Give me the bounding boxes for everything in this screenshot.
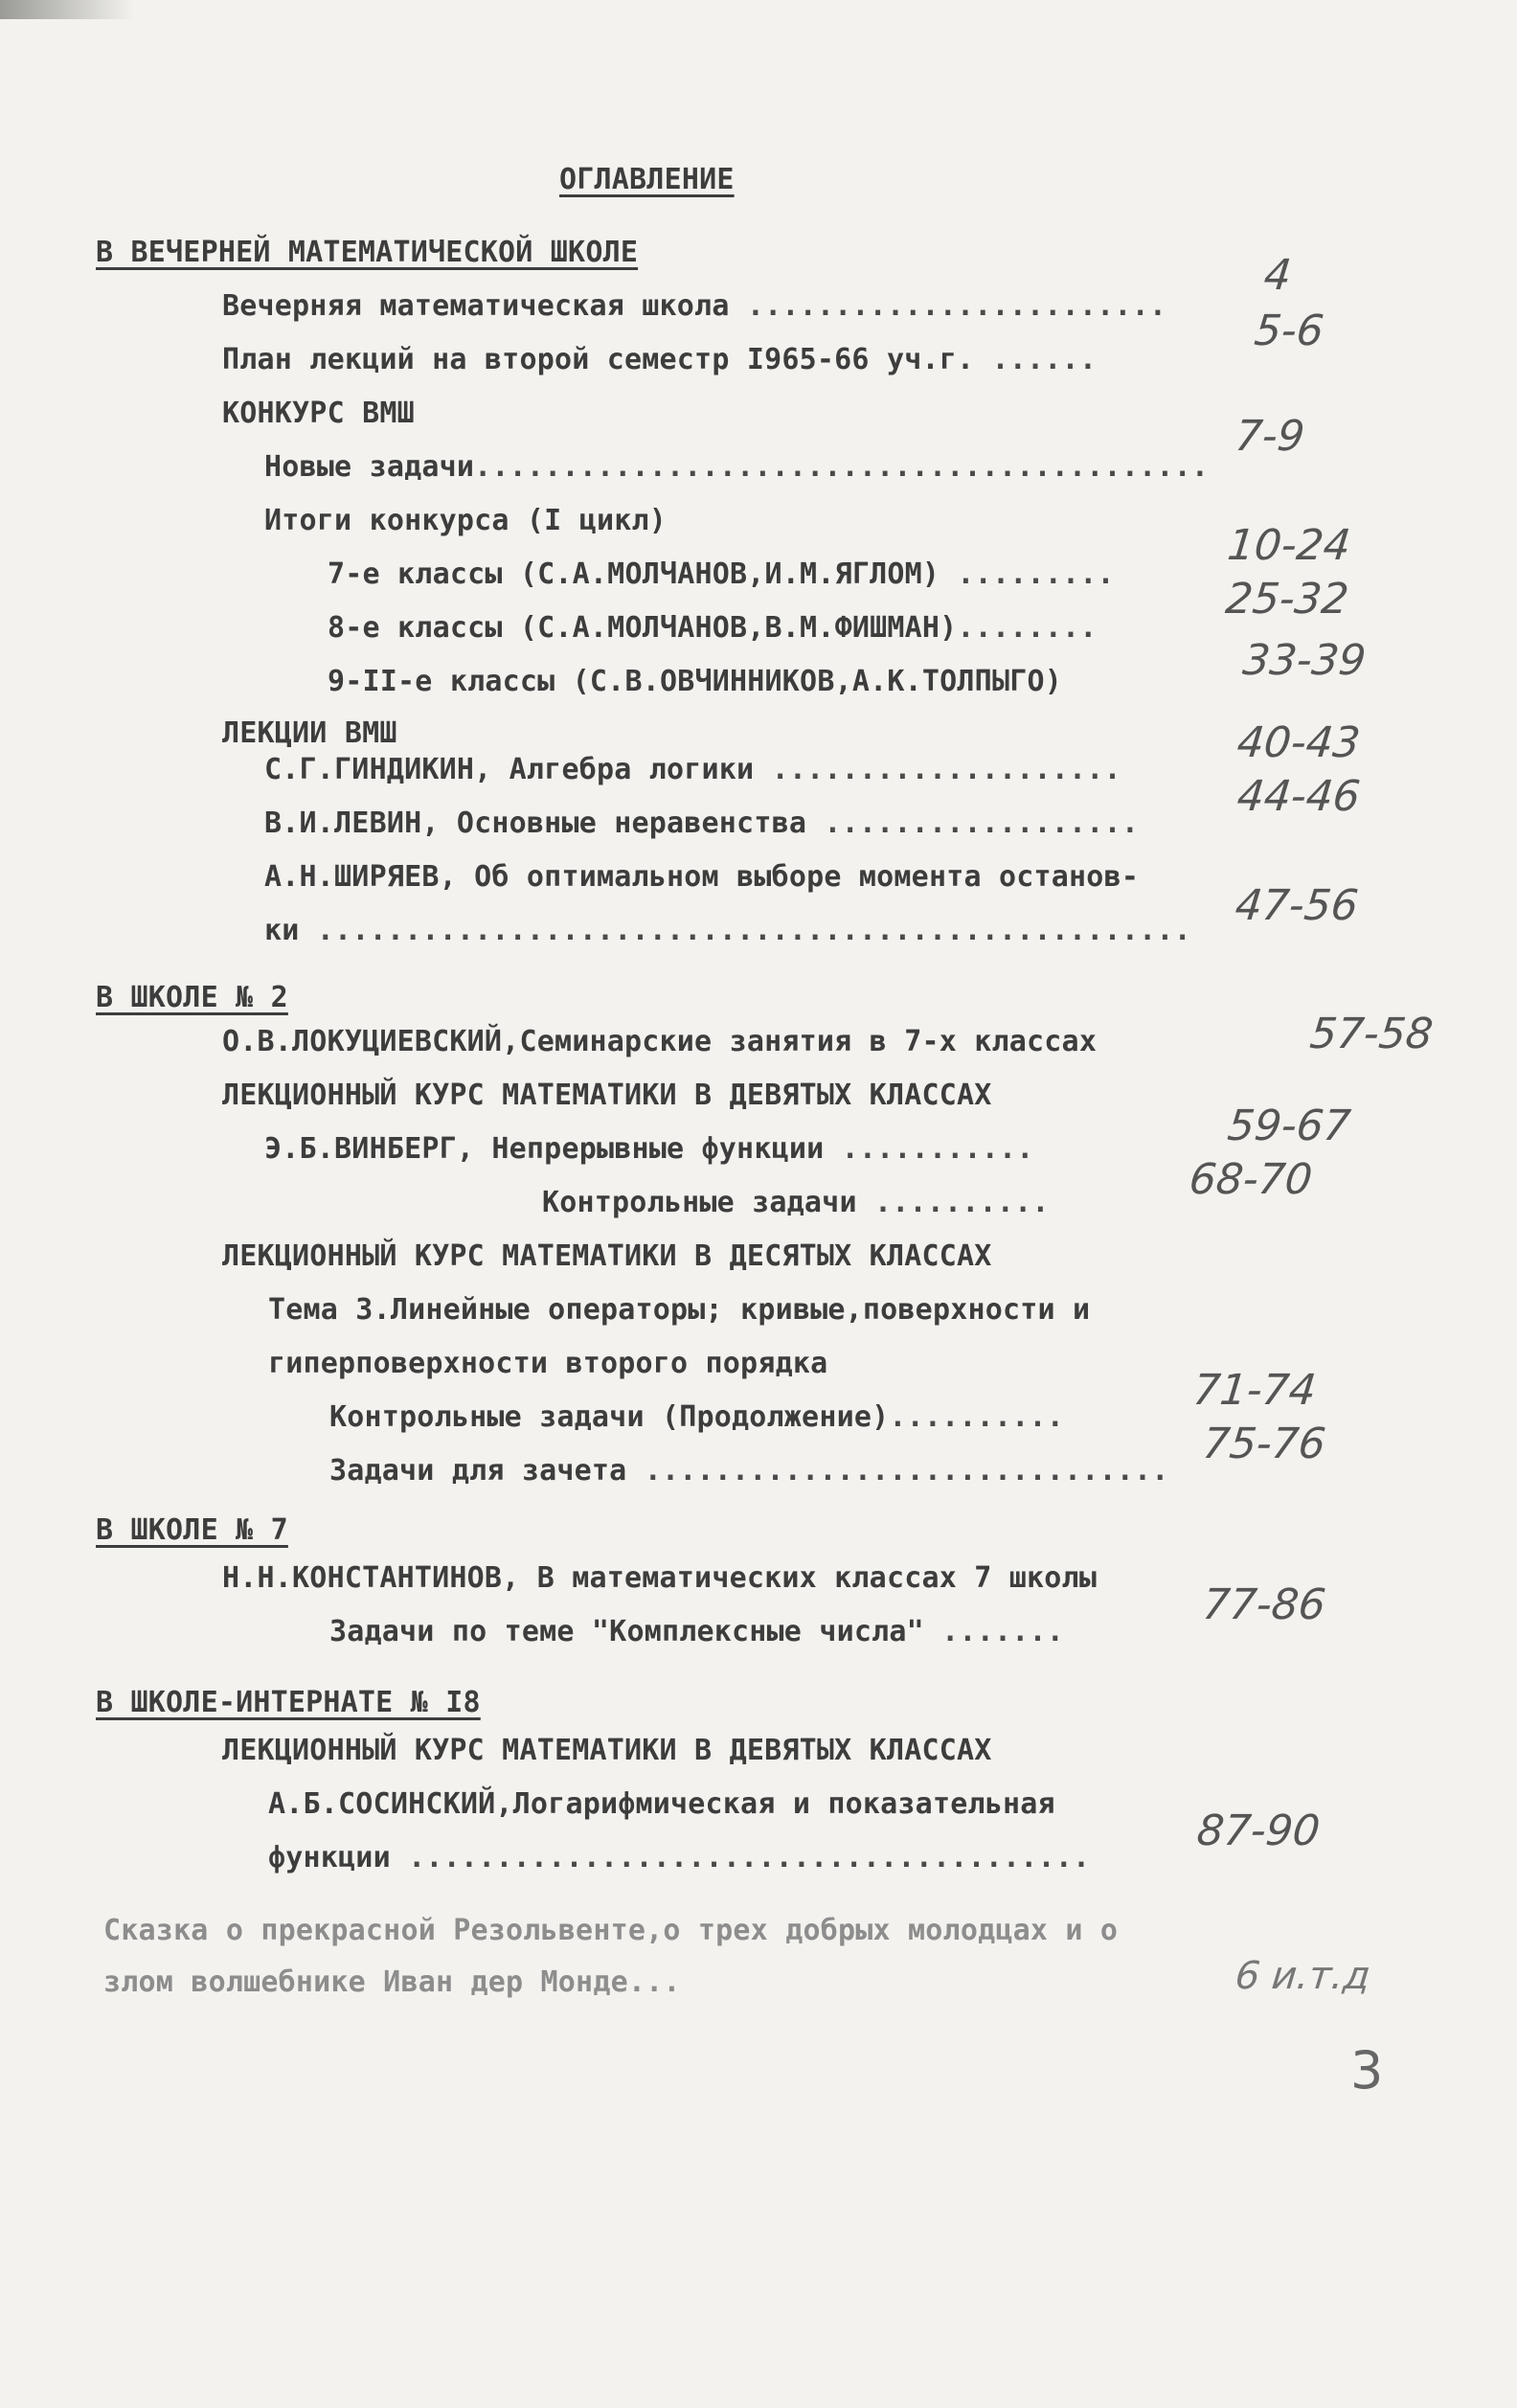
entry-dots: .......... — [889, 1400, 1064, 1434]
entry-text: 8-е классы (С.А.МОЛЧАНОВ,В.М.ФИШМАН) — [328, 611, 958, 645]
toc-title: ОГЛАВЛЕНИЕ — [559, 163, 735, 196]
entry-text: Вечерняя математическая школа — [222, 289, 730, 323]
entry-text: Задачи по теме "Комплексные числа" — [329, 1615, 924, 1648]
entry-dots: .................... — [754, 753, 1121, 786]
entry-dots: .............................. — [626, 1454, 1169, 1488]
section-heading-vmsh: В ВЕЧЕРНЕЙ МАТЕМАТИЧЕСКОЙ ШКОЛЕ — [96, 236, 639, 269]
scan-edge-shadow — [0, 0, 134, 19]
entry-text: Новые задачи — [264, 450, 475, 484]
entry-dots: ....... — [923, 1615, 1064, 1648]
toc-entry-complex — [329, 1615, 1064, 1648]
subsection-course10: ЛЕКЦИОННЫЙ КУРС МАТЕМАТИКИ В ДЕСЯТЫХ КЛАССАХ — [222, 1239, 992, 1273]
page-number: 3 — [1350, 2040, 1384, 2101]
toc-entry-control-cont — [329, 1400, 1064, 1434]
subsection-lectures: ЛЕКЦИИ ВМШ — [222, 716, 397, 750]
page-ref-control: 68-70 — [1187, 1155, 1315, 1204]
page-ref-levin: 44-46 — [1234, 772, 1363, 821]
entry-text: Э.Б.ВИНБЕРГ, Непрерывные функции — [264, 1132, 825, 1166]
entry-text: В.И.ЛЕВИН, Основные неравенства — [264, 806, 807, 840]
page-ref-grade8: 25-32 — [1223, 575, 1351, 624]
page-ref-grade9: 33-39 — [1240, 636, 1369, 685]
toc-entry-sosinsky-line1: А.Б.СОСИНСКИЙ,Логарифмическая и показательная — [268, 1787, 1055, 1821]
entry-dots: .................................................. — [299, 914, 1191, 947]
entry-text: План лекций на второй семестр I965-66 уч.г. — [222, 343, 975, 376]
toc-entry-shiryaev-line2 — [264, 914, 1191, 947]
section-heading-school2: В ШКОЛЕ № 2 — [96, 981, 288, 1014]
page-ref-credit: 75-76 — [1200, 1420, 1328, 1468]
page-ref-plan: 5-6 — [1252, 307, 1326, 355]
toc-entry-sosinsky-line2 — [268, 1841, 1090, 1874]
entry-text: функции — [268, 1841, 391, 1874]
entry-text: 9-II-е классы (С.В.ОВЧИННИКОВ,А.К.ТОЛПЫГО) — [328, 665, 1062, 698]
entry-dots: ......... — [940, 557, 1115, 591]
entry-text: 7-е классы (С.А.МОЛЧАНОВ,И.М.ЯГЛОМ) — [328, 557, 940, 591]
toc-entry-topic-line1: Тема 3.Линейные операторы; кривые,поверхности и — [268, 1293, 1091, 1327]
toc-entry-grade8 — [328, 611, 1098, 645]
page-ref-vinberg: 59-67 — [1225, 1102, 1353, 1150]
toc-entry-control — [542, 1186, 1050, 1219]
page-ref-shiryaev: 47-56 — [1233, 881, 1361, 930]
subsection-course9: ЛЕКЦИОННЫЙ КУРС МАТЕМАТИКИ В ДЕВЯТЫХ КЛАССАХ — [222, 1079, 992, 1112]
entry-text: С.Г.ГИНДИКИН, Алгебра логики — [264, 753, 755, 786]
page-ref-grade7: 10-24 — [1225, 521, 1353, 570]
toc-entry-levin — [264, 806, 1139, 840]
entry-text: Контрольные задачи — [542, 1186, 857, 1219]
subsection-course9-internat: ЛЕКЦИОННЫЙ КУРС МАТЕМАТИКИ В ДЕВЯТЫХ КЛАССАХ — [222, 1734, 992, 1767]
toc-entry-vinberg — [264, 1132, 1034, 1166]
entry-dots: .......................................... — [474, 450, 1210, 484]
entry-dots: ....................................... — [390, 1841, 1091, 1874]
page-ref-gindikin: 40-43 — [1234, 718, 1363, 767]
entry-text: Задачи для зачета — [329, 1454, 627, 1488]
page-ref-school: 4 — [1261, 251, 1294, 300]
toc-entry-konstantinov: Н.Н.КОНСТАНТИНОВ, В математических классах 7 школы — [222, 1561, 1098, 1595]
page-ref-sosinsky: 87-90 — [1194, 1806, 1323, 1855]
toc-entry-school — [222, 289, 1166, 323]
subsection-contest: КОНКУРС ВМШ — [222, 397, 415, 430]
toc-entry-plan — [222, 343, 1097, 376]
toc-entry-shiryaev-line1: А.Н.ШИРЯЕВ, Об оптимальном выборе момента останов- — [264, 860, 1140, 894]
toc-entry-gindikin — [264, 753, 1121, 786]
section-heading-internat18: В ШКОЛЕ-ИНТЕРНАТЕ № I8 — [96, 1686, 481, 1719]
toc-entry-fairy-line2: злом волшебнике Иван дер Монде... — [103, 1965, 681, 1999]
page-ref-complex: 77-86 — [1200, 1580, 1328, 1629]
page-ref-control-cont: 71-74 — [1190, 1366, 1319, 1415]
entry-dots: ........ — [957, 611, 1098, 645]
subsection-results: Итоги конкурса (I цикл) — [264, 504, 668, 537]
entry-dots: ........................ — [729, 289, 1167, 323]
entry-dots: .......... — [856, 1186, 1050, 1219]
page-ref-fairy: 6 и.т.д — [1233, 1954, 1372, 1998]
entry-dots: .................. — [806, 806, 1140, 840]
toc-entry-topic-line2: гиперповерхности второго порядка — [268, 1347, 828, 1380]
toc-entry-grade9 — [328, 665, 1062, 698]
toc-entry-new-problems — [264, 450, 1209, 484]
page-ref-lokutsievsky: 57-58 — [1307, 1010, 1436, 1058]
section-heading-school7: В ШКОЛЕ № 7 — [96, 1513, 288, 1547]
entry-text: Контрольные задачи (Продолжение) — [329, 1400, 890, 1434]
toc-entry-fairy-line1: Сказка о прекрасной Резольвенте,о трех добрых молодцах и о — [103, 1914, 1119, 1947]
entry-dots: ........... — [824, 1132, 1034, 1166]
toc-entry-credit — [329, 1454, 1169, 1488]
page-ref-new-problems: 7-9 — [1233, 412, 1307, 461]
toc-entry-grade7 — [328, 557, 1115, 591]
toc-entry-lokutsievsky: О.В.ЛОКУЦИЕВСКИЙ,Семинарские занятия в 7-х классах — [222, 1025, 1098, 1058]
entry-text: ки — [264, 914, 300, 947]
entry-dots: ...... — [974, 343, 1098, 376]
